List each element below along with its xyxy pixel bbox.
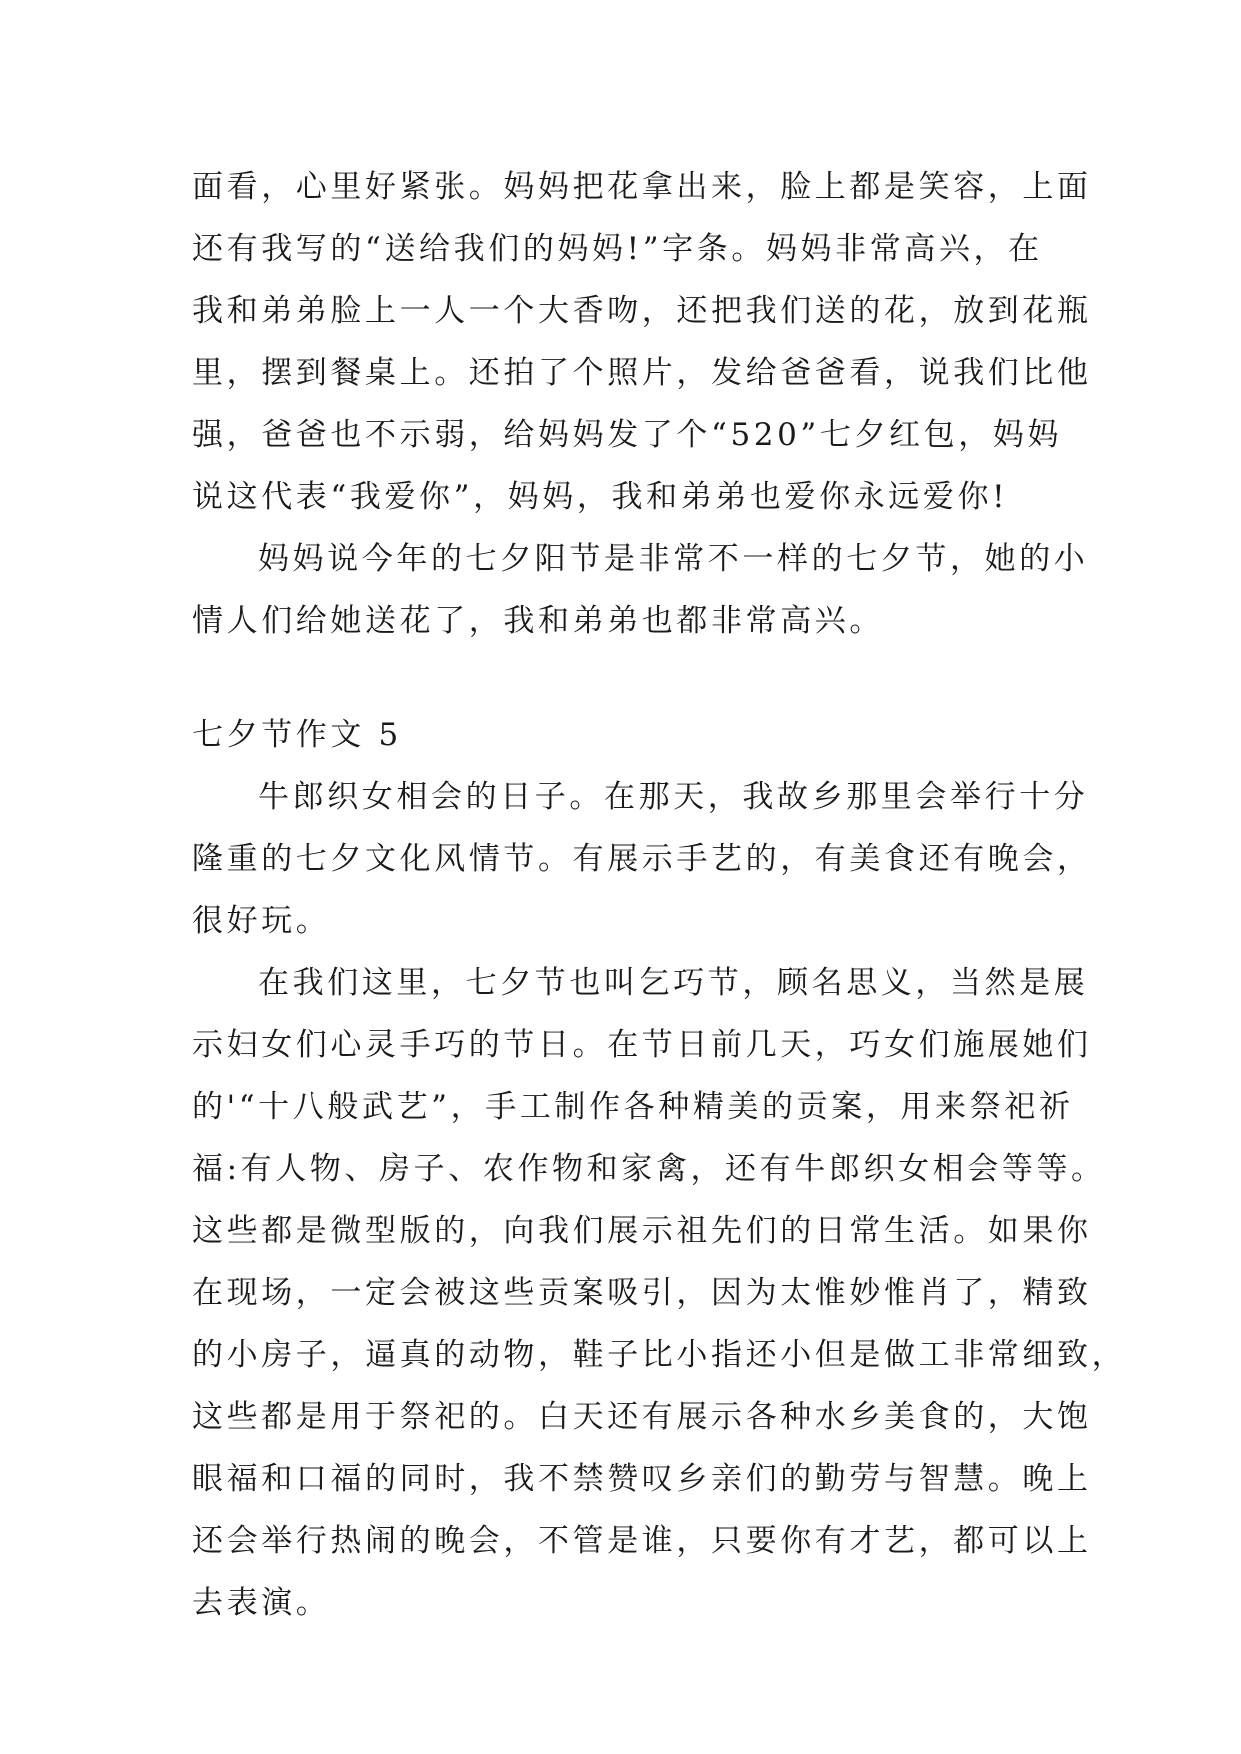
text-line: 在我们这里，七夕节也叫乞巧节，顾名思义，当然是展	[258, 965, 1089, 1001]
document-body	[192, 156, 1127, 1634]
text-line: 妈妈说今年的七夕阳节是非常不一样的七夕节，她的小	[258, 541, 1089, 577]
paragraph-a	[192, 156, 1092, 528]
text-line: 这些都是微型版的，向我们展示祖先们的日常生活。如果你	[192, 1213, 1092, 1249]
text-line: 面看，心里好紧张。妈妈把花拿出来，脸上都是笑容，上面	[192, 169, 1092, 205]
text-line: 的小房子，逼真的动物，鞋子比小指还小但是做工非常细致，	[192, 1337, 1127, 1373]
text-line: 去表演。	[192, 1585, 331, 1621]
text-line: 这些都是用于祭祀的。白天还有展示各种水乡美食的，大饱	[192, 1399, 1092, 1435]
section-title: 七夕节作文 5	[192, 717, 402, 753]
text-line: 还有我写的“送给我们的妈妈!”字条。妈妈非常高兴，在	[192, 231, 1043, 267]
paragraph-d	[192, 952, 1127, 1634]
text-line: 很好玩。	[192, 903, 331, 939]
text-line: 福:有人物、房子、农作物和家禽，还有牛郎织女相会等等。	[192, 1151, 1106, 1187]
text-line: 隆重的七夕文化风情节。有展示手艺的，有美食还有晚会，	[192, 841, 1092, 877]
text-line: 里，摆到餐桌上。还拍了个照片，发给爸爸看，说我们比他	[192, 355, 1092, 391]
text-line: 强，爸爸也不示弱，给妈妈发了个“520”七夕红包，妈妈	[192, 417, 1063, 453]
text-line: 在现场，一定会被这些贡案吸引，因为太惟妙惟肖了，精致	[192, 1275, 1092, 1311]
text-line: 还会举行热闹的晚会，不管是谁，只要你有才艺，都可以上	[192, 1523, 1092, 1559]
text-line: 我和弟弟脸上一人一个大香吻，还把我们送的花，放到花瓶	[192, 293, 1092, 329]
paragraph-b	[192, 528, 1089, 652]
text-line: 示妇女们心灵手巧的节日。在节日前几天，巧女们施展她们	[192, 1027, 1092, 1063]
text-line: 眼福和口福的同时，我不禁赞叹乡亲们的勤劳与智慧。晚上	[192, 1461, 1092, 1497]
text-line: 牛郎织女相会的日子。在那天，我故乡那里会举行十分	[258, 779, 1089, 815]
text-line: 的'“十八般武艺”，手工制作各种精美的贡案，用来祭祀祈	[192, 1089, 1074, 1125]
text-line: 情人们给她送花了，我和弟弟也都非常高兴。	[192, 603, 884, 639]
text-line: 说这代表“我爱你”，妈妈，我和弟弟也爱你永远爱你!	[192, 479, 1009, 515]
paragraph-c	[192, 766, 1092, 952]
